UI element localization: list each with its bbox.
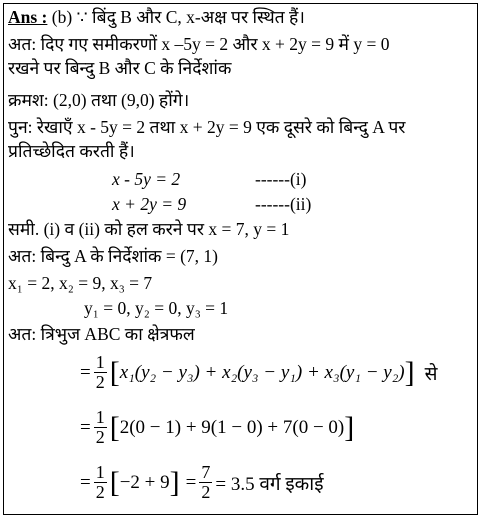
open-bracket: [: [109, 465, 120, 499]
equals-sign: =: [80, 416, 91, 438]
equation-1: [112, 168, 180, 190]
equation-2-lhs: x + 2y = 9: [112, 194, 187, 214]
open-bracket: [: [109, 410, 120, 444]
fraction-denominator: 2: [95, 427, 105, 447]
text-line-6: प्रतिच्छेदित करती हैं।: [8, 141, 135, 161]
close-bracket: ]: [404, 355, 415, 389]
text-line-3: रखने पर बिन्दु B और C के निर्देशांक: [8, 58, 232, 78]
half-fraction: [94, 463, 107, 502]
result-numerator: 7: [201, 462, 211, 482]
half-fraction: [94, 408, 107, 447]
substituted-body: 2(0 − 1) + 9(1 − 0) + 7(0 − 0): [119, 416, 345, 438]
area-heading: अत: त्रिभुज ABC का क्षेत्रफल: [8, 324, 195, 344]
text-line-2: अत: दिए गए समीकरणों x –5y = 2 और x + 2y = 9 में y = 0: [8, 34, 390, 54]
equation-1-tag: ------(i): [255, 169, 307, 189]
simplified-body: −2 + 9: [119, 471, 170, 493]
text-line-5: पुन: रेखाएँ x - 5y = 2 तथा x + 2y = 9 एक दूसरे को बिन्दु A पर: [8, 117, 406, 137]
result-denominator: 2: [201, 482, 211, 502]
text-line-9: समी. (i) व (ii) को हल करने पर x = 7, y = 1: [8, 219, 290, 239]
equation-1-lhs: x - 5y = 2: [112, 169, 181, 189]
answer-label: Ans :: [8, 7, 48, 27]
answer-intro-text: (b) ∵ बिंदु B और C, x-अक्ष पर स्थित हैं।: [47, 7, 305, 27]
result-fraction: [199, 463, 212, 502]
equals-sign: =: [185, 471, 197, 493]
fraction-denominator: 2: [95, 372, 105, 392]
area-formula-row-3: [80, 463, 324, 502]
area-formula-suffix: से: [424, 363, 438, 385]
open-bracket: [: [109, 355, 120, 389]
text-line-10: अत: बिन्दु A के निर्देशांक = (7, 1): [8, 246, 218, 266]
final-result: = 3.5 वर्ग इकाई: [215, 473, 324, 495]
fraction-numerator: 1: [95, 407, 105, 427]
area-formula-row-1: [80, 353, 438, 392]
y-values-line: y₁ = 0, y₂ = 0, y₃ = 1: [84, 298, 229, 318]
equation-2: [112, 193, 186, 215]
area-formula-row-2: [80, 408, 354, 447]
text-line-4: क्रमश: (2,0) तथा (9,0) होंगे।: [8, 90, 190, 110]
half-fraction: [94, 353, 107, 392]
equals-sign: =: [80, 471, 91, 493]
x-values-line: x₁ = 2, x₂ = 9, x₃ = 7: [8, 273, 153, 293]
close-bracket: ]: [169, 465, 180, 499]
fraction-numerator: 1: [95, 462, 105, 482]
equals-sign: =: [80, 361, 91, 383]
area-formula-body: x₁(y₂ − y₃) + x₂(y₃ − y₁) + x₃(y₁ − y₂): [119, 361, 405, 383]
close-bracket: ]: [344, 410, 355, 444]
answer-intro-line: [8, 6, 305, 28]
equation-2-tag: ------(ii): [255, 194, 312, 214]
fraction-denominator: 2: [95, 482, 105, 502]
fraction-numerator: 1: [95, 352, 105, 372]
